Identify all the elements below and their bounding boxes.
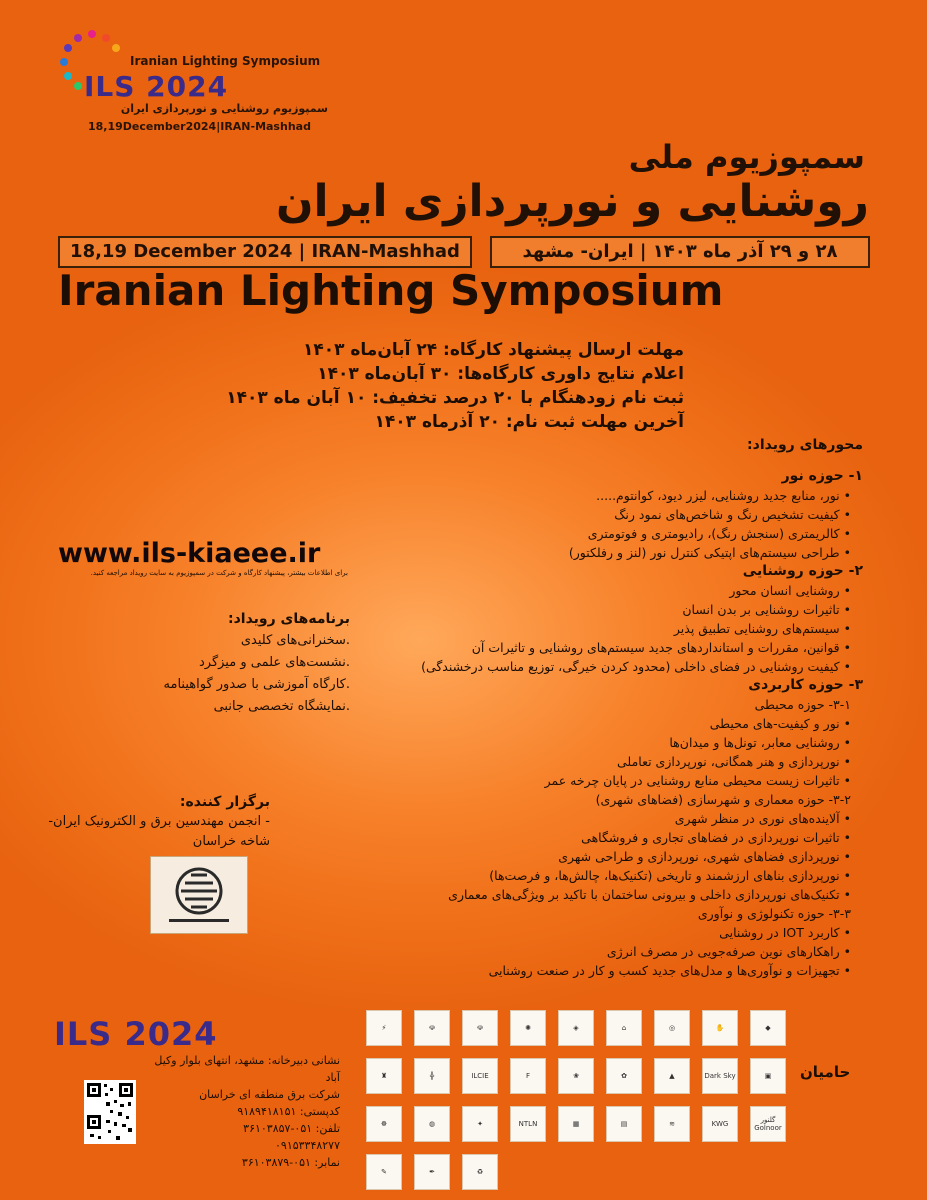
sponsor-logo-icon[interactable]: ◍ — [414, 1106, 450, 1142]
sponsor-golnoor-logo[interactable]: گلنور Golnoor — [750, 1106, 786, 1142]
logo-ils-wordmark: ILS 2024 — [84, 70, 229, 103]
main-title: روشنایی و نورپردازی ایران — [275, 176, 869, 227]
sponsor-logo-icon[interactable]: ❀ — [558, 1058, 594, 1094]
deadlines-list — [226, 338, 684, 434]
english-event-title: Iranian Lighting Symposium — [58, 266, 724, 315]
sponsor-logo-icon[interactable]: ▲ — [654, 1058, 690, 1094]
axis-subsection-heading: ۳-۳- حوزه تکنولوژی و نوآوری — [697, 906, 851, 921]
axis-subsection-heading: ۳-۲- حوزه معماری و شهرسازی (فضاهای شهری) — [595, 792, 851, 807]
sponsor-logo-icon[interactable]: ◎ — [654, 1010, 690, 1046]
sponsor-darksky-logo[interactable]: Dark Sky — [702, 1058, 738, 1094]
axis-item: • قوانین، مقررات و استانداردهای جدید سیستم‌های روشنایی و تاثیرات آن — [303, 638, 851, 657]
axis-item: • کالریمتری (سنجش رنگ)، رادیومتری و فوتومتری — [303, 524, 851, 543]
sponsor-logo-icon[interactable]: ≋ — [654, 1106, 690, 1142]
program-item: .کارگاه آموزشی با صدور گواهینامه — [163, 677, 350, 692]
axis-item: • تاثیرات نورپردازی در فضاهای تجاری و فروشگاهی — [303, 828, 851, 847]
sponsor-logo-icon[interactable]: ✦ — [462, 1106, 498, 1142]
axis-item: • راهکارهای نوین صرفه‌جویی در مصرف انرژی — [303, 942, 851, 961]
website-link[interactable]: www.ils-kiaeee.ir — [58, 538, 321, 569]
axis-item: • نور، منابع جدید روشنایی، لیزر دیود، کوانتوم..... — [303, 486, 851, 505]
axis-item: • نور و کیفیت‌-های محیطی — [303, 714, 851, 733]
axis-item: • آلاینده‌های نوری در منظر شهری — [303, 809, 851, 828]
sub-title: سمپوزیوم ملی — [628, 138, 865, 176]
address-line: نشانی دبیرخانه: مشهد، انتهای بلوار وکیل آباد — [154, 1054, 340, 1084]
sponsors-label: حامیان — [800, 1063, 851, 1081]
sponsor-logo-icon[interactable]: ♻ — [462, 1154, 498, 1190]
deadline-item: اعلام نتایج داوری کارگاه‌ها: ۳۰ آبان‌ماه ۱۴۰۳ — [317, 364, 684, 384]
address-line: ۰۹۱۵۳۳۴۸۲۷۷ — [275, 1139, 340, 1152]
axis-item: • کیفیت روشنایی در فضای داخلی (محدود کردن خیرگی، توزیع مناسب درخشندگی) — [303, 657, 851, 676]
sponsors-grid — [366, 1010, 790, 1182]
deadline-item: آخرین مهلت ثبت نام: ۲۰ آذرماه ۱۴۰۳ — [374, 412, 684, 432]
sponsor-logo-icon[interactable]: ◈ — [558, 1010, 594, 1046]
logo-persian-title: سمپوزیوم روشنایی و نورپردازی ایران — [120, 102, 328, 115]
sponsor-logo-icon[interactable]: ⌂ — [606, 1010, 642, 1046]
axis-item: • تجهیزات و نوآوری‌ها و مدل‌های جدید کسب و کار در صنعت روشنایی — [303, 961, 851, 980]
axis-item: • نورپردازی و هنر همگانی، نورپردازی تعاملی — [303, 752, 851, 771]
sponsor-ilcie-logo[interactable]: ILCIE — [462, 1058, 498, 1094]
sponsor-logo-icon[interactable]: ♜ — [366, 1058, 402, 1094]
address-line: تلفن: ۰۵۱-۳۶۱۰۳۸۵۷ — [243, 1122, 340, 1135]
sponsor-logo-icon[interactable]: ◆ — [750, 1010, 786, 1046]
sponsor-logo-icon[interactable]: ⚡ — [366, 1010, 402, 1046]
programs-heading: برنامه‌های رویداد: — [228, 611, 350, 627]
program-item: .سخنرانی‌های کلیدی — [240, 633, 350, 648]
axis-item: • نورپردازی فضاهای شهری، نورپردازی و طراحی شهری — [303, 847, 851, 866]
sponsor-logo-icon[interactable]: F — [510, 1058, 546, 1094]
bottom-ils-wordmark: ILS 2024 — [54, 1015, 218, 1053]
axis-item: • تکنیک‌های نورپردازی داخلی و بیرونی ساختمان با تاکید بر ویژگی‌های معماری — [303, 885, 851, 904]
address-line: شرکت برق منطقه ای خراسان — [199, 1088, 340, 1101]
program-item: .نمایشگاه تخصصی جانبی — [213, 699, 350, 714]
date-english-box: 18,19 December 2024 | IRAN-Mashhad — [58, 236, 472, 268]
organizer-logo-icon — [150, 856, 248, 934]
axis-item: • نورپردازی بناهای ارزشمند و تاریخی (تکنیک‌ها، چالش‌ها، و فرصت‌ها) — [303, 866, 851, 885]
axis-item: • تاثیرات زیست محیطی منابع روشنایی در پایان چرخه عمر — [303, 771, 851, 790]
organizer-section — [40, 792, 270, 852]
program-item: .نشست‌های علمی و میزگرد — [198, 655, 350, 670]
sponsor-logo-icon[interactable]: ✎ — [366, 1154, 402, 1190]
axis-section-heading: ۳- حوزه کاربردی — [748, 677, 863, 693]
sponsor-logo-icon[interactable]: ✒ — [414, 1154, 450, 1190]
axes-list — [303, 467, 863, 980]
website-note: برای اطلاعات بیشتر، پیشنهاد کارگاه و شرکت در سمپوزیوم به سایت رویداد مراجعه کنید. — [90, 569, 348, 577]
sponsor-kwg-logo[interactable]: KWG — [702, 1106, 738, 1142]
deadline-item: ثبت نام زودهنگام با ۲۰ درصد تخفیف: ۱۰ آبان ماه ۱۴۰۳ — [226, 388, 684, 408]
sponsor-logo-icon[interactable]: ✋ — [702, 1010, 738, 1046]
sponsor-logo-icon[interactable]: ☫ — [462, 1010, 498, 1046]
sponsor-logo-icon[interactable]: ▦ — [558, 1106, 594, 1142]
axis-item: • تاثیرات روشنایی بر بدن انسان — [303, 600, 851, 619]
deadline-item: مهلت ارسال پیشنهاد کارگاه: ۲۴ آبان‌ماه ۱۴۰۳ — [302, 340, 684, 360]
sponsor-logo-icon[interactable]: ▣ — [750, 1058, 786, 1094]
date-persian-box: ۲۸ و ۲۹ آذر ماه ۱۴۰۳ | ایران- مشهد — [490, 236, 870, 268]
sponsor-ntln-logo[interactable]: NTLN — [510, 1106, 546, 1142]
sponsor-logo-icon[interactable]: ☸ — [366, 1106, 402, 1142]
address-line: کدپستی: ۹۱۸۹۴۱۸۱۵۱ — [237, 1105, 340, 1118]
axis-subsection-heading: ۳-۱- حوزه محیطی — [754, 697, 851, 712]
secretariat-address — [140, 1052, 340, 1171]
axis-item: • سیستم‌های روشنایی تطبیق پذیر — [303, 619, 851, 638]
sponsor-logo-icon[interactable]: ╬ — [414, 1058, 450, 1094]
sponsor-logo-icon[interactable]: ✿ — [606, 1058, 642, 1094]
axis-item: • روشنایی معابر، تونل‌ها و میدان‌ها — [303, 733, 851, 752]
logo-english-title: Iranian Lighting Symposium — [130, 54, 321, 68]
sponsor-logo-icon[interactable]: ✺ — [510, 1010, 546, 1046]
axes-heading: محورهای رویداد: — [747, 437, 863, 453]
programs-section — [150, 608, 350, 718]
axis-item: • روشنایی انسان محور — [303, 581, 851, 600]
address-line: نمابر: ۰۵۱-۳۶۱۰۳۸۷۹ — [241, 1156, 340, 1169]
logo-date: 18,19December2024|IRAN-Mashhad — [88, 120, 311, 133]
axis-section-heading: ۲- حوزه روشنایی — [742, 563, 863, 579]
organizer-name: - انجمن مهندسین برق و الکترونیک ایران- شاخه خراسان — [48, 814, 270, 849]
sponsor-logo-icon[interactable]: ☫ — [414, 1010, 450, 1046]
qr-code-icon[interactable] — [84, 1080, 136, 1144]
axis-item: • کاربرد IOT در روشنایی — [303, 923, 851, 942]
axis-item: • طراحی سیستم‌های اپتیکی کنترل نور (لنز و رفلکتور) — [303, 543, 851, 562]
axis-section-heading: ۱- حوزه نور — [781, 468, 863, 484]
axis-item: • کیفیت تشخیص رنگ و شاخص‌های نمود رنگ — [303, 505, 851, 524]
organizer-heading: برگزار کننده: — [179, 794, 270, 810]
sponsor-logo-icon[interactable]: ▤ — [606, 1106, 642, 1142]
event-axes — [303, 436, 863, 980]
